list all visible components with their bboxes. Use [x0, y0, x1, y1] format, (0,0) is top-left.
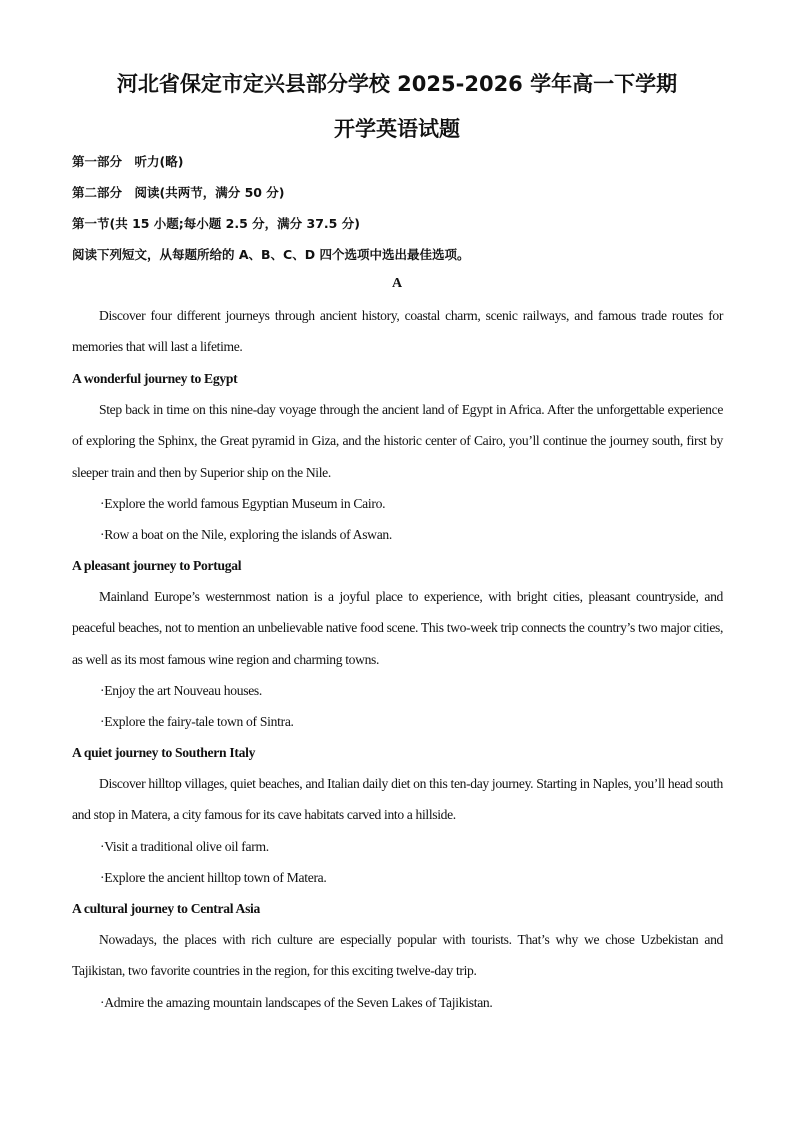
- part-two-heading: 第二部分 阅读(共两节，满分 50 分): [72, 185, 285, 200]
- page-title: 河北省保定市定兴县部分学校 2025-2026 学年高一下学期: [116, 72, 678, 96]
- journey-bullet-central-asia-1: ·Admire the amazing mountain landscapes of the Seven Lakes of Tajikistan.: [100, 995, 493, 1010]
- journey-bullet-egypt-1: ·Explore the world famous Egyptian Museum in Cairo.: [100, 496, 386, 511]
- journey-text-italy: Discover hilltop villages, quiet beaches, and Italian daily diet on this ten-day journey. Starting in Naples, you’ll head south and stop in Matera, a city famous for its cave habitats carved into a hillside.: [72, 776, 723, 823]
- journey-bullet-egypt-2: ·Row a boat on the Nile, exploring the islands of Aswan.: [100, 527, 393, 542]
- journey-bullet-italy-1: ·Visit a traditional olive oil farm.: [100, 839, 269, 854]
- journey-bullet-portugal-1: ·Enjoy the art Nouveau houses.: [100, 683, 263, 698]
- part-one-heading: 第一部分 听力(略): [72, 154, 184, 169]
- journey-text-central-asia: Nowadays, the places with rich culture are especially popular with tourists. That’s why we chose Uzbekistan and Tajikistan, two favorite countries in the region, for this exciting twelve-day trip.: [72, 932, 723, 979]
- journey-title-egypt: A wonderful journey to Egypt: [72, 371, 238, 386]
- page-subtitle: 开学英语试题: [334, 117, 460, 141]
- directions-text: 阅读下列短文，从每题所给的 A、B、C、D 四个选项中选出最佳选项。: [72, 247, 470, 262]
- passage-letter: A: [391, 276, 403, 291]
- journey-text-egypt: Step back in time on this nine-day voyage through the ancient land of Egypt in Africa. After the unforgettable experience of exploring the Sphinx, the Great pyramid in Giza, and the historic center of Cairo, you’ll continue the journey south, first by sleeper train and then by Superior ship on the Nile.: [72, 402, 723, 480]
- journey-bullet-portugal-2: ·Explore the fairy-tale town of Sintra.: [100, 714, 294, 729]
- journey-title-central-asia: A cultural journey to Central Asia: [72, 901, 261, 916]
- journey-bullet-italy-2: ·Explore the ancient hilltop town of Matera.: [100, 870, 327, 885]
- journey-title-italy: A quiet journey to Southern Italy: [72, 745, 256, 760]
- journey-title-portugal: A pleasant journey to Portugal: [72, 558, 242, 573]
- section-one-heading: 第一节(共 15 小题;每小题 2.5 分，满分 37.5 分): [72, 216, 360, 231]
- passage-intro: Discover four different journeys through ancient history, coastal charm, scenic railways, and famous trade routes for memories that will last a lifetime.: [72, 308, 723, 355]
- journey-text-portugal: Mainland Europe’s westernmost nation is a joyful place to experience, with bright cities, pleasant countryside, and peaceful beaches, not to mention an unbelievable native food scene. This two-week trip connects the country’s two major cities, as well as its most famous wine region and charming towns.: [72, 589, 724, 667]
